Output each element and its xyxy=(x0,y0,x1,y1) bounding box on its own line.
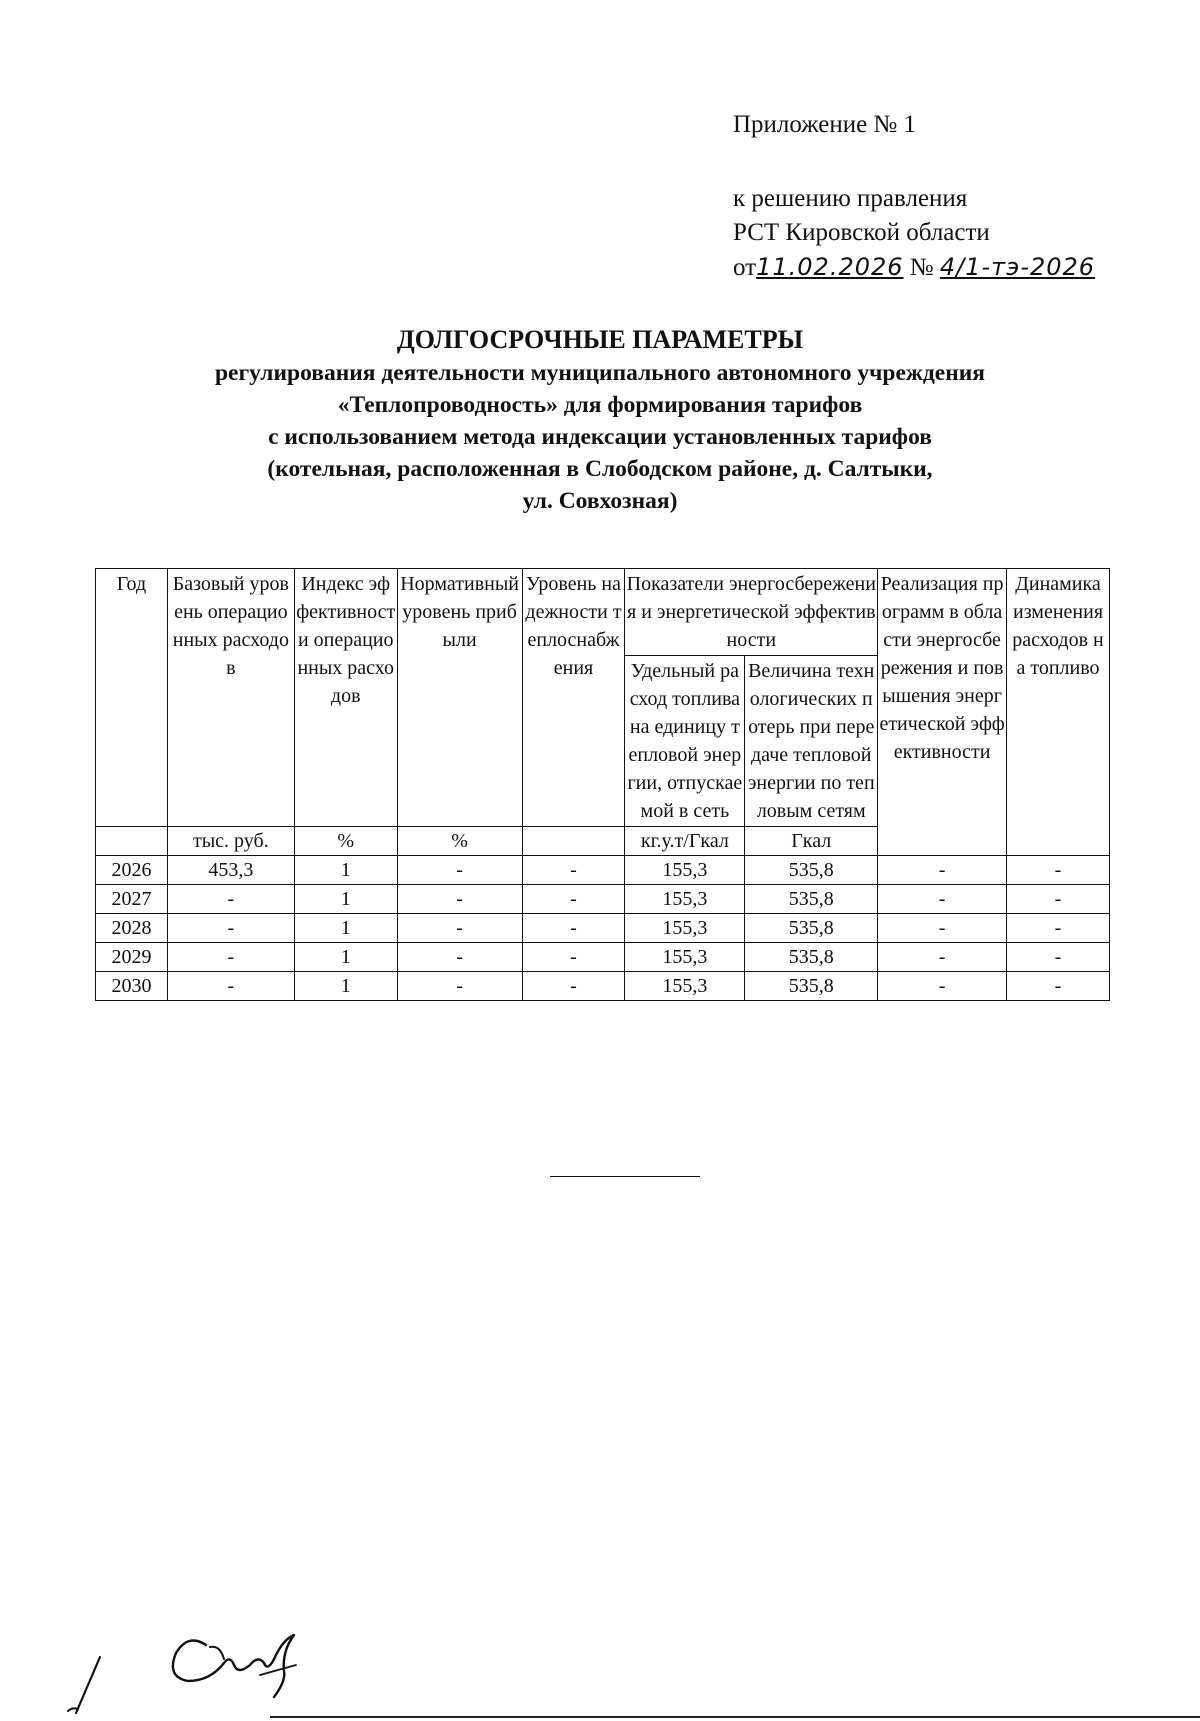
header-losses: Величина технологических потерь при передаче тепловой энергии по тепловым сетям xyxy=(745,656,878,827)
header-efficiency-index: Индекс эффективности операционных расходов xyxy=(294,569,397,827)
table-row xyxy=(96,914,1110,943)
cell-year: 2030 xyxy=(96,972,168,1001)
cell-reliability: - xyxy=(522,856,625,885)
cell-year: 2029 xyxy=(96,943,168,972)
cell-profit: - xyxy=(397,856,522,885)
cell-year: 2026 xyxy=(96,856,168,885)
table-row xyxy=(96,943,1110,972)
cell-base: 453,3 xyxy=(167,856,294,885)
cell-profit: - xyxy=(397,885,522,914)
cell-profit: - xyxy=(397,943,522,972)
decision-line-2: РСТ Кировской области xyxy=(733,219,990,246)
number-label: № xyxy=(909,254,934,281)
cell-losses: 535,8 xyxy=(745,914,878,943)
cell-losses: 535,8 xyxy=(745,972,878,1001)
decision-number: 4/1-тэ-2026 xyxy=(939,253,1096,281)
header-profit-level: Нормативный уровень прибыли xyxy=(397,569,522,827)
header-row-1 xyxy=(96,569,1110,656)
cell-fuel: 155,3 xyxy=(625,885,745,914)
header-base-costs: Базовый уровень операционных расходов xyxy=(167,569,294,827)
cell-programs: - xyxy=(878,943,1007,972)
cell-fuel: 155,3 xyxy=(625,914,745,943)
cell-reliability: - xyxy=(522,943,625,972)
parameters-table xyxy=(95,568,1110,1001)
header-energy-group: Показатели энергосбережения и энергетической эффективности xyxy=(625,569,878,656)
cell-reliability: - xyxy=(522,914,625,943)
cell-programs: - xyxy=(878,972,1007,1001)
decision-line-1: к решению правления xyxy=(733,185,968,212)
cell-index: 1 xyxy=(294,856,397,885)
cell-dynamics: - xyxy=(1007,885,1110,914)
title-line-4: (котельная, расположенная в Слободском районе, д. Салтыки, xyxy=(267,456,933,482)
cell-index: 1 xyxy=(294,885,397,914)
cell-profit: - xyxy=(397,914,522,943)
unit-profit: % xyxy=(397,827,522,856)
header-fuel-rate: Удельный расход топлива на единицу тепловой энергии, отпускаемой в сеть xyxy=(625,656,745,827)
cell-index: 1 xyxy=(294,943,397,972)
cell-base: - xyxy=(167,914,294,943)
cell-index: 1 xyxy=(294,914,397,943)
title-line-3: с использованием метода индексации установленных тарифов xyxy=(268,424,932,450)
table-row xyxy=(96,885,1110,914)
decision-date: 11.02.2026 xyxy=(756,253,904,281)
title-line-5: ул. Совхозная) xyxy=(522,488,678,514)
unit-fuel: кг.у.т/Гкал xyxy=(625,827,745,856)
page-bottom-edge xyxy=(270,1716,1200,1718)
from-label: от xyxy=(733,254,757,281)
cell-programs: - xyxy=(878,885,1007,914)
cell-dynamics: - xyxy=(1007,943,1110,972)
cell-losses: 535,8 xyxy=(745,943,878,972)
cell-fuel: 155,3 xyxy=(625,972,745,1001)
title-line-2: «Теплопроводность» для формирования тарифов xyxy=(337,392,863,418)
cell-reliability: - xyxy=(522,972,625,1001)
unit-year xyxy=(96,827,168,856)
cell-losses: 535,8 xyxy=(745,885,878,914)
unit-losses: Гкал xyxy=(745,827,878,856)
document-title xyxy=(80,323,1120,517)
cell-base: - xyxy=(167,943,294,972)
cell-fuel: 155,3 xyxy=(625,943,745,972)
cell-profit: - xyxy=(397,972,522,1001)
cell-base: - xyxy=(167,972,294,1001)
unit-base: тыс. руб. xyxy=(167,827,294,856)
appendix-label: Приложение № 1 xyxy=(733,111,917,138)
cell-dynamics: - xyxy=(1007,914,1110,943)
cell-base: - xyxy=(167,885,294,914)
closing-divider xyxy=(550,1176,700,1177)
cell-fuel: 155,3 xyxy=(625,856,745,885)
cell-year: 2028 xyxy=(96,914,168,943)
title-main: ДОЛГОСРОЧНЫЕ ПАРАМЕТРЫ xyxy=(396,325,804,354)
unit-index: % xyxy=(294,827,397,856)
handwritten-signature xyxy=(38,1615,298,1715)
appendix-block xyxy=(733,108,1095,285)
cell-programs: - xyxy=(878,856,1007,885)
header-programs: Реализация программ в области энергосбережения и повышения энергетической эффективности xyxy=(878,569,1007,856)
title-line-1: регулирования деятельности муниципального автономного учреждения xyxy=(214,360,986,386)
cell-dynamics: - xyxy=(1007,972,1110,1001)
cell-year: 2027 xyxy=(96,885,168,914)
table-row xyxy=(96,972,1110,1001)
cell-index: 1 xyxy=(294,972,397,1001)
header-reliability: Уровень надежности теплоснабжения xyxy=(522,569,625,827)
decision-line-3 xyxy=(733,250,1095,285)
cell-dynamics: - xyxy=(1007,856,1110,885)
header-fuel-dynamics: Динамика изменения расходов на топливо xyxy=(1007,569,1110,856)
unit-reliability xyxy=(522,827,625,856)
cell-programs: - xyxy=(878,914,1007,943)
table-row xyxy=(96,856,1110,885)
cell-losses: 535,8 xyxy=(745,856,878,885)
cell-reliability: - xyxy=(522,885,625,914)
header-year: Год xyxy=(96,569,168,827)
